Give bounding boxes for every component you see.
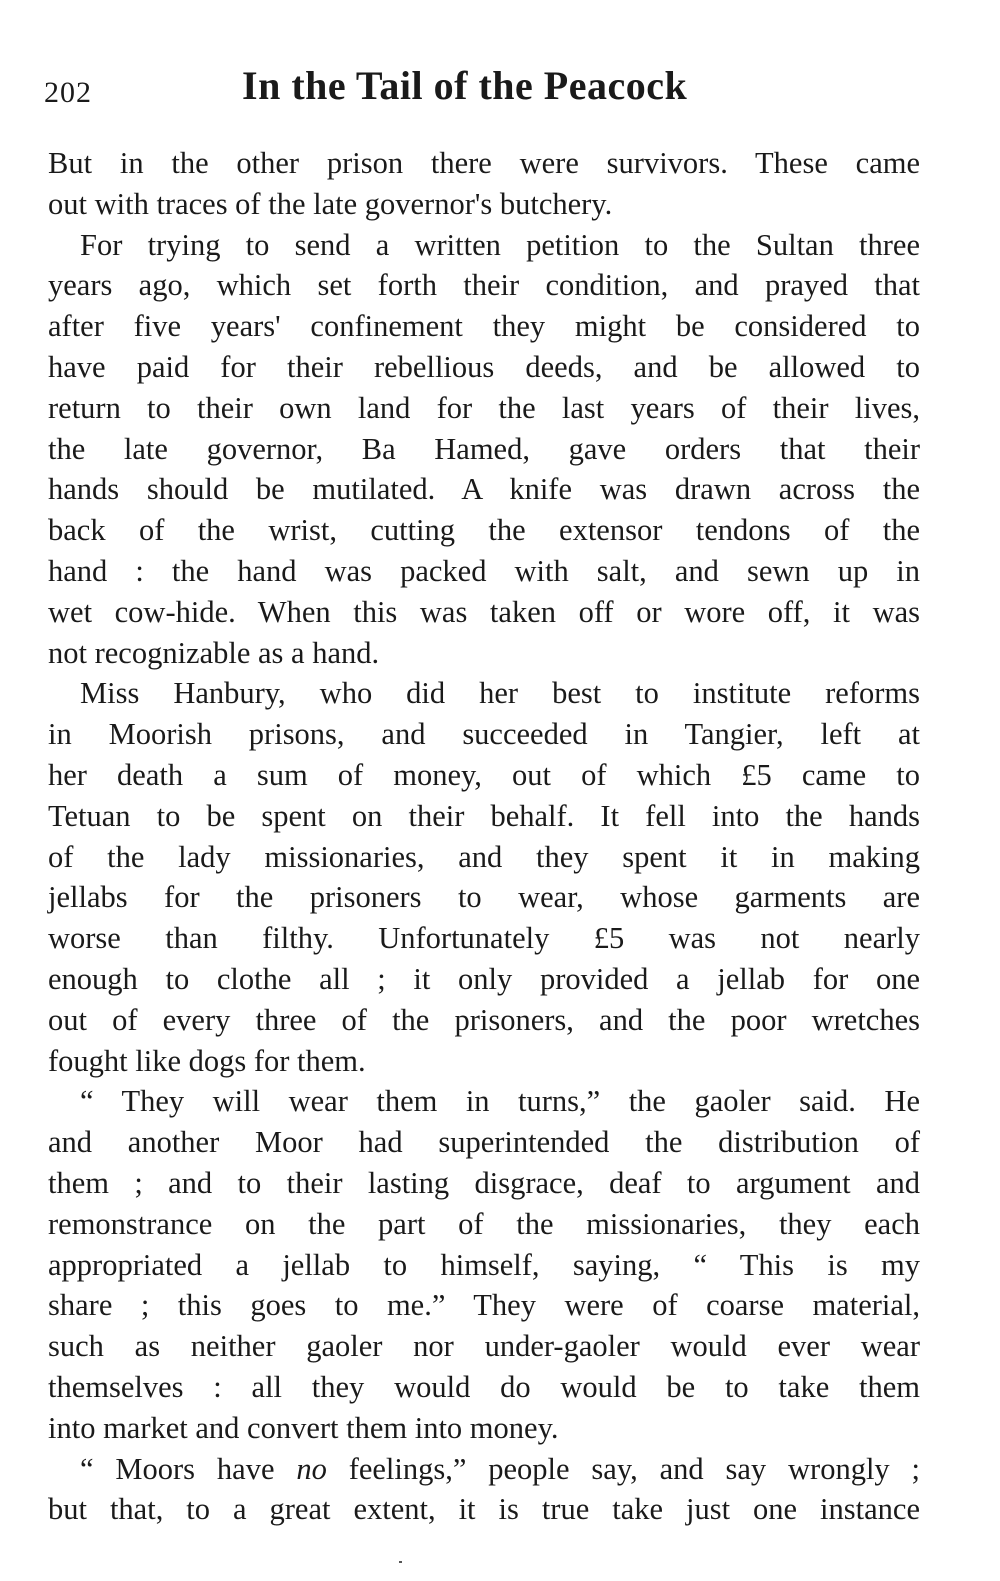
text-line: them ; and to their lasting disgrace, deaf to argument and: [48, 1165, 920, 1200]
text-line: such as neither gaoler nor under-gaoler would ever wear: [48, 1329, 920, 1364]
text-line: have paid for their rebellious deeds, and be allowed to: [48, 349, 920, 384]
page-number: 202: [44, 76, 92, 109]
text-line: enough to clothe all ; it only provided a jellab for one: [48, 961, 920, 996]
text-segment: feelings,” people say, and say wrongly ;: [326, 1451, 920, 1486]
text-line: worse than filthy. Unfortunately £5 was not nearly: [48, 921, 920, 956]
text-line: and another Moor had superintended the distribution of: [48, 1125, 920, 1160]
text-line: in Moorish prisons, and succeeded in Tangier, left at: [48, 717, 920, 752]
text-line: hand : the hand was packed with salt, and sewn up in: [48, 553, 920, 588]
text-line: the late governor, Ba Hamed, gave orders that their: [48, 431, 920, 466]
text-line: out with traces of the late governor's butchery.: [48, 186, 613, 221]
text-line: Tetuan to be spent on their behalf. It fell into the hands: [48, 798, 920, 833]
italic-word: no: [296, 1451, 327, 1486]
text-line: return to their own land for the last years of their lives,: [48, 390, 920, 425]
text-line: For trying to send a written petition to the Sultan three: [80, 227, 920, 262]
text-line: Miss Hanbury, who did her best to institute reforms: [80, 676, 920, 711]
paragraph: [48, 225, 920, 674]
text-line: “ They will wear them in turns,” the gaoler said. He: [80, 1084, 920, 1119]
text-line: after five years' confinement they might be considered to: [48, 309, 920, 344]
text-line: jellabs for the prisoners to wear, whose garments are: [48, 880, 920, 915]
paragraph: [48, 143, 920, 225]
text-segment: “ Moors have: [80, 1451, 297, 1486]
body-text: [48, 143, 920, 1530]
text-line: themselves : all they would do would be to take them: [48, 1369, 920, 1404]
text-line: hands should be mutilated. A knife was drawn across the: [48, 472, 920, 507]
text-line: fought like dogs for them.: [48, 1043, 366, 1078]
paragraph: [48, 1081, 920, 1448]
text-line: share ; this goes to me.” They were of coarse material,: [48, 1288, 920, 1323]
text-line: of the lady missionaries, and they spent it in making: [48, 839, 920, 874]
page-header: [44, 62, 924, 122]
text-line: years ago, which set forth their condition, and prayed that: [48, 268, 920, 303]
text-line: but that, to a great extent, it is true take just one instance: [48, 1492, 920, 1527]
text-line: out of every three of the prisoners, and the poor wretches: [48, 1002, 920, 1037]
text-line: her death a sum of money, out of which £5 came to: [48, 757, 920, 792]
paragraph: [48, 673, 920, 1081]
text-line: not recognizable as a hand.: [48, 635, 380, 670]
text-line: remonstrance on the part of the missionaries, they each: [48, 1206, 920, 1241]
print-speck: [399, 1561, 402, 1563]
text-line: wet cow-hide. When this was taken off or wore off, it was: [48, 594, 920, 629]
text-line: into market and convert them into money.: [48, 1410, 559, 1445]
text-line: [48, 1449, 920, 1490]
text-line: appropriated a jellab to himself, saying, “ This is my: [48, 1247, 920, 1282]
paragraph: [48, 1449, 920, 1531]
text-line: back of the wrist, cutting the extensor tendons of the: [48, 513, 920, 548]
text-line: But in the other prison there were survivors. These came: [48, 146, 920, 180]
running-title: In the Tail of the Peacock: [242, 63, 688, 108]
